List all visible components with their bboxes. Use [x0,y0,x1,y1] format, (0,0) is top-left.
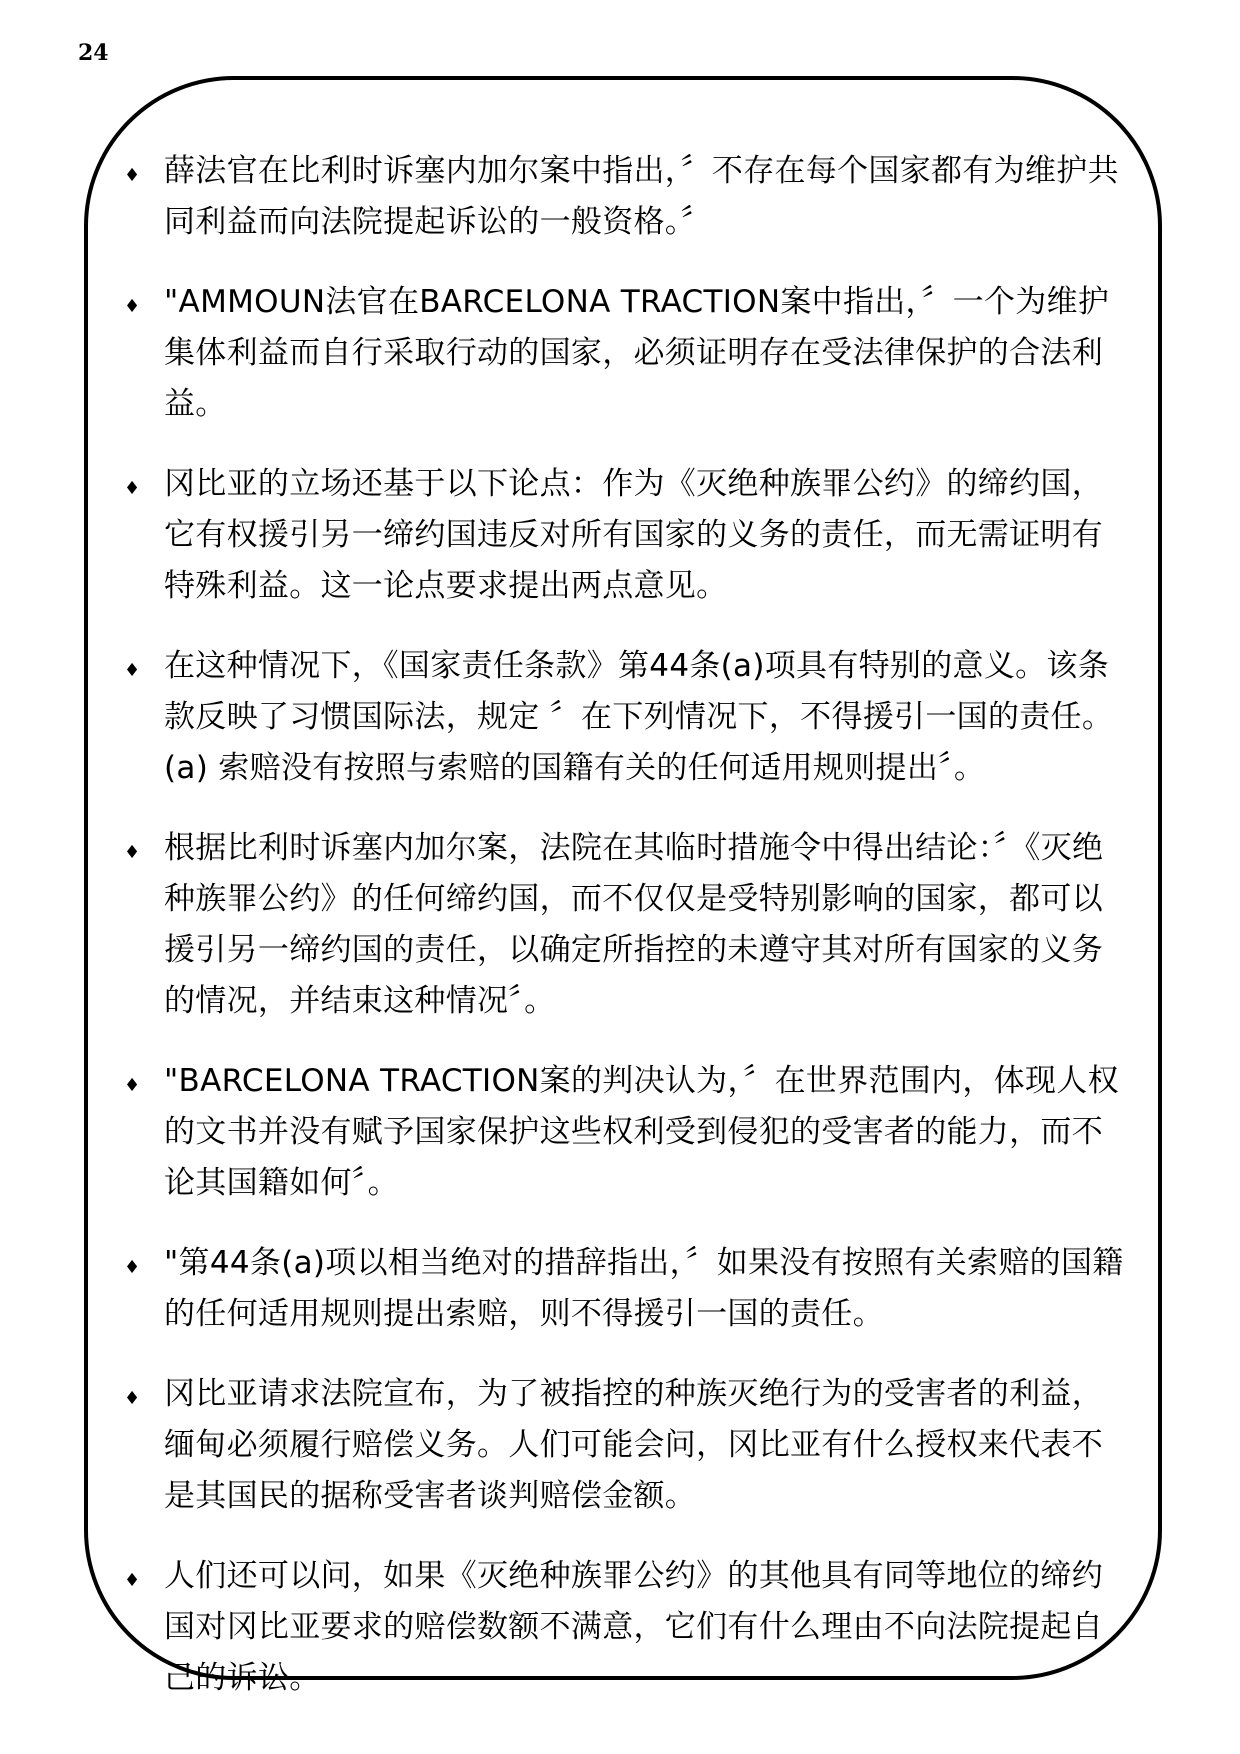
diamond-bullet-icon: ♦ [124,842,141,863]
list-item [124,277,1124,430]
list-item [124,1551,1124,1704]
diamond-bullet-icon: ♦ [124,478,141,499]
diamond-bullet-icon: ♦ [124,296,141,317]
list-item [124,1238,1124,1340]
list-item-text: 冈比亚的立场还基于以下论点：作为《灭绝种族罪公约》的缔约国，它有权援引另一缔约国违反对所有国家的义务的责任，而无需证明有特殊利益。这一论点要求提出两点意见。 [164,466,1103,604]
list-item-text: 人们还可以问，如果《灭绝种族罪公约》的其他具有同等地位的缔约国对冈比亚要求的赔偿数额不满意，它们有什么理由不向法院提起自己的诉讼。 [164,1558,1103,1696]
diamond-bullet-icon: ♦ [124,1388,141,1409]
page-number: 24 [78,40,109,66]
diamond-bullet-icon: ♦ [124,1075,141,1096]
diamond-bullet-icon: ♦ [124,1570,141,1591]
list-item-text: 在这种情况下，《国家责任条款》第44条(a)项具有特别的意义。该条款反映了习惯国际法，规定 〞在下列情况下，不得援引一国的责任。(a) 索赔没有按照与索赔的国籍有关的任何适用规则提出〞。 [164,648,1114,786]
list-item [124,823,1124,1027]
list-item-text: "第44条(a)项以相当绝对的措辞指出，〞如果没有按照有关索赔的国籍的任何适用规则提出索赔，则不得援引一国的责任。 [164,1245,1124,1332]
list-item-text: "BARCELONA TRACTION案的判决认为，〞在世界范围内，体现人权的文书并没有赋予国家保护这些权利受到侵犯的受害者的能力，而不论其国籍如何〞。 [164,1063,1119,1201]
list-item [124,459,1124,612]
diamond-bullet-icon: ♦ [124,660,141,681]
list-item [124,1369,1124,1522]
list-item-text: "AMMOUN法官在BARCELONA TRACTION案中指出，〞一个为维护集体利益而自行采取行动的国家，必须证明存在受法律保护的合法利益。 [164,284,1110,422]
list-item [124,146,1124,248]
bullet-list [124,146,1124,1733]
list-item [124,641,1124,794]
diamond-bullet-icon: ♦ [124,1257,141,1278]
list-item-text: 冈比亚请求法院宣布，为了被指控的种族灭绝行为的受害者的利益，缅甸必须履行赔偿义务。人们可能会问，冈比亚有什么授权来代表不是其国民的据称受害者谈判赔偿金额。 [164,1376,1103,1514]
list-item-text: 薛法官在比利时诉塞内加尔案中指出，〞不存在每个国家都有为维护共同利益而向法院提起诉讼的一般资格。〞 [164,153,1119,240]
list-item-text: 根据比利时诉塞内加尔案，法院在其临时措施令中得出结论：〞《灭绝种族罪公约》的任何缔约国，而不仅仅是受特别影响的国家，都可以援引另一缔约国的责任，以确定所指控的未遵守其对所有国家的义务的情况，并结束这种情况〞。 [164,830,1104,1019]
list-item [124,1056,1124,1209]
diamond-bullet-icon: ♦ [124,165,141,186]
